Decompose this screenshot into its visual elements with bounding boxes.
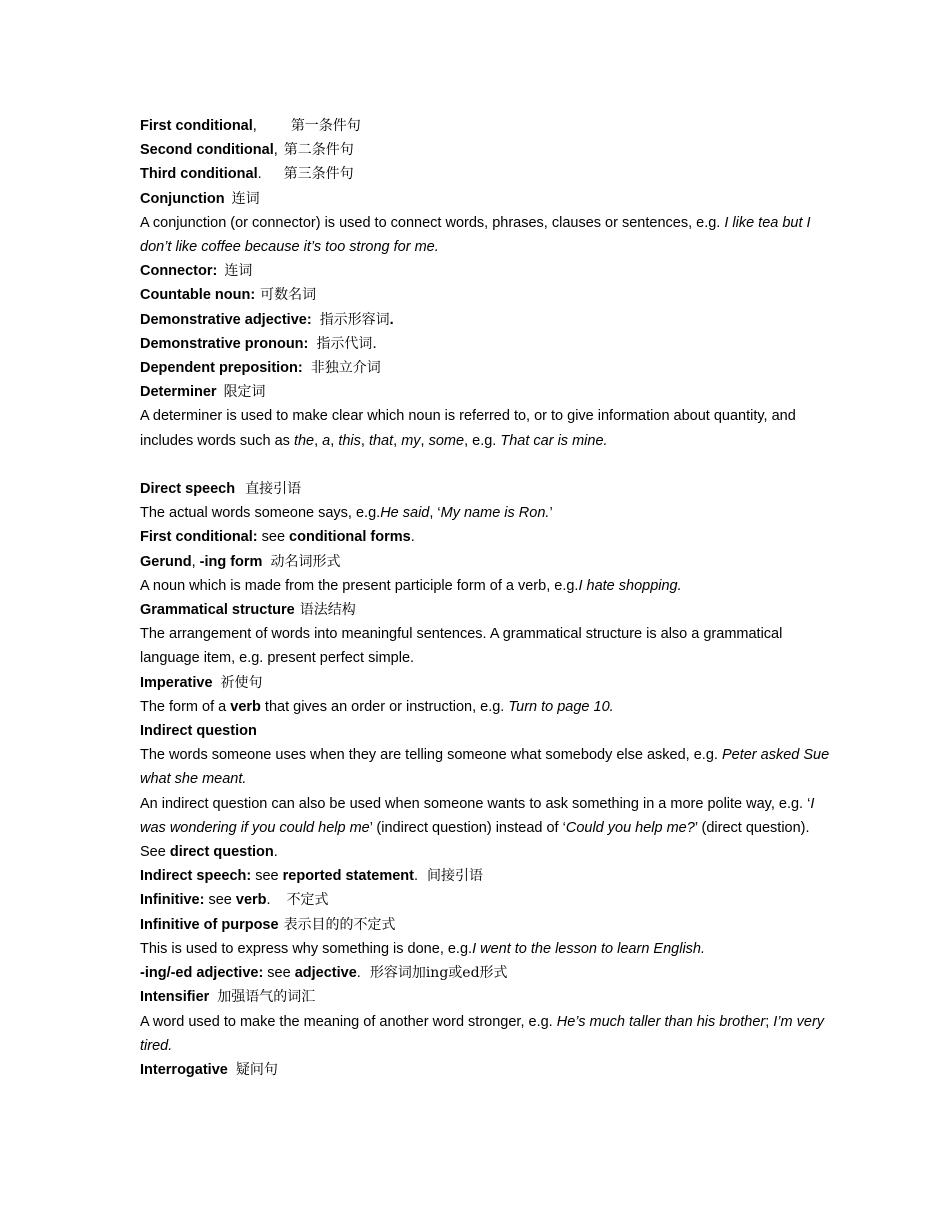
see-also-direct-question: See direct question. — [140, 844, 278, 861]
chinese-translation: 指示形容词 — [319, 311, 390, 328]
term: Infinitive: — [140, 892, 205, 909]
chinese-translation: 指示代词. — [316, 335, 377, 352]
term: Grammatical structure — [140, 602, 295, 619]
definition-infinitive-of-purpose: This is used to express why something is done, e.g.I went to the lesson to learn English. — [140, 940, 706, 957]
cross-reference: conditional forms — [289, 529, 411, 546]
spacer — [140, 453, 830, 477]
document-page — [140, 114, 830, 1082]
term: Imperative — [140, 674, 213, 691]
term: Infinitive of purpose — [140, 916, 279, 933]
entry-grammatical-structure — [140, 598, 830, 622]
chinese-translation: 祈使句 — [220, 674, 263, 691]
term: Determiner — [140, 384, 217, 401]
entry-connector — [140, 259, 830, 283]
chinese-translation: 不定式 — [286, 892, 329, 909]
example: That car is mine. — [500, 432, 608, 449]
term: Demonstrative pronoun: — [140, 335, 309, 352]
term: Interrogative — [140, 1061, 228, 1078]
definition-direct-speech: The actual words someone says, e.g.He said, ‘My name is Ron.’ — [140, 505, 553, 522]
chinese-translation: 动名词形式 — [270, 553, 341, 570]
definition-indirect-question-1: The words someone uses when they are telling someone what somebody else asked, e.g. Peter asked Sue what she meant. — [140, 747, 830, 788]
entry-demonstrative-adjective: Demonstrative adjective: 指示形容词. — [140, 311, 394, 328]
chinese-translation: 形容词加ing或ed形式 — [369, 965, 508, 982]
example: I like tea but I don’t like coffee because it’s too strong for me. — [140, 214, 811, 256]
entry-gerund: Gerund, -ing form 动名词形式 — [140, 553, 341, 570]
chinese-translation: 非独立介词 — [310, 360, 381, 377]
term: Gerund — [140, 553, 192, 570]
term: Countable noun: — [140, 287, 256, 304]
chinese-translation: 第二条件句 — [283, 142, 354, 159]
example: Turn to page 10. — [508, 698, 614, 715]
chinese-translation: 直接引语 — [245, 481, 302, 498]
entry-indirect-question — [140, 719, 830, 743]
chinese-translation: 间接引语 — [427, 868, 484, 885]
entry-ing-ed-adjective: -ing/-ed adjective: see adjective. 形容词加ing或ed形式 — [140, 965, 508, 982]
entry-second-conditional: Second conditional, 第二条件句 — [140, 142, 354, 159]
cross-reference: verb — [235, 892, 267, 909]
entry-infinitive: Infinitive: see verb. 不定式 — [140, 892, 329, 909]
entry-interrogative — [140, 1058, 830, 1082]
term: -ing/-ed adjective: — [140, 965, 264, 982]
chinese-translation: 限定词 — [223, 384, 266, 401]
entry-determiner — [140, 380, 830, 404]
term: Indirect question — [140, 723, 257, 740]
cross-reference: direct question — [169, 844, 274, 861]
definition-conjunction: A conjunction (or connector) is used to connect words, phrases, clauses or sentences, e.g. I like tea but I don’t like coffee because it’s too strong for me. — [140, 214, 811, 256]
chinese-translation: 疑问句 — [235, 1061, 278, 1078]
entry-infinitive-of-purpose — [140, 913, 830, 937]
chinese-translation: 可数名词 — [260, 287, 317, 304]
cross-reference: reported statement — [282, 868, 414, 885]
term: First conditional: — [140, 529, 258, 546]
entry-demonstrative-pronoun — [140, 332, 830, 356]
chinese-translation: 表示目的的不定式 — [283, 916, 396, 933]
term: Direct speech — [140, 481, 236, 498]
definition-gerund: A noun which is made from the present participle form of a verb, e.g.I hate shopping. — [140, 577, 682, 594]
entry-first-conditional: First conditional, 第一条件句 — [140, 118, 361, 134]
term: Indirect speech: — [140, 868, 252, 885]
example: I went to the lesson to learn English. — [472, 940, 706, 957]
definition-determiner: A determiner is used to make clear which noun is referred to, or to give information about quantity, and includes words such as the, a, this, that, my, some, e.g. That car is mine. — [140, 408, 796, 449]
term: First conditional — [140, 118, 253, 134]
entry-imperative — [140, 671, 830, 695]
term: Third conditional — [140, 166, 258, 183]
term: Connector: — [140, 263, 218, 280]
chinese-translation: 第一条件句 — [290, 118, 361, 134]
term: -ing form — [199, 553, 263, 570]
entry-conjunction — [140, 187, 830, 211]
term: Demonstrative adjective: — [140, 311, 312, 328]
entry-dependent-preposition — [140, 356, 830, 380]
cross-reference: adjective — [294, 965, 357, 982]
term: Dependent preposition: — [140, 360, 303, 377]
term: Intensifier — [140, 989, 210, 1006]
definition-grammatical-structure: The arrangement of words into meaningful sentences. A grammatical structure is also a grammatical language item, e.g. present perfect simple. — [140, 626, 783, 667]
entry-countable-noun — [140, 283, 830, 307]
chinese-translation: 加强语气的词汇 — [217, 989, 316, 1006]
entry-intensifier — [140, 985, 830, 1009]
term: Second conditional — [140, 142, 274, 159]
entry-first-conditional-see: First conditional: see conditional forms. — [140, 529, 415, 546]
entry-direct-speech — [140, 477, 830, 501]
entry-third-conditional: Third conditional. 第三条件句 — [140, 166, 354, 183]
definition-indirect-question-2: An indirect question can also be used when someone wants to ask something in a more polite way, e.g. ‘I was wondering if you could help me’ (indirect question) instead of ‘Could you help me?’ (direct question). — [140, 795, 815, 836]
chinese-translation: 语法结构 — [299, 602, 356, 619]
example: I hate shopping. — [578, 577, 682, 594]
chinese-translation: 第三条件句 — [283, 166, 354, 183]
example: Peter asked Sue what she meant. — [140, 747, 830, 788]
entry-indirect-speech: Indirect speech: see reported statement. 间接引语 — [140, 868, 484, 885]
term: Conjunction — [140, 190, 225, 207]
chinese-translation: 连词 — [231, 190, 260, 207]
definition-imperative: The form of a verb that gives an order or instruction, e.g. Turn to page 10. — [140, 698, 614, 715]
chinese-translation: 连词 — [224, 263, 253, 280]
definition-intensifier: A word used to make the meaning of another word stronger, e.g. He’s much taller than his brother; I’m very tired. — [140, 1013, 825, 1054]
